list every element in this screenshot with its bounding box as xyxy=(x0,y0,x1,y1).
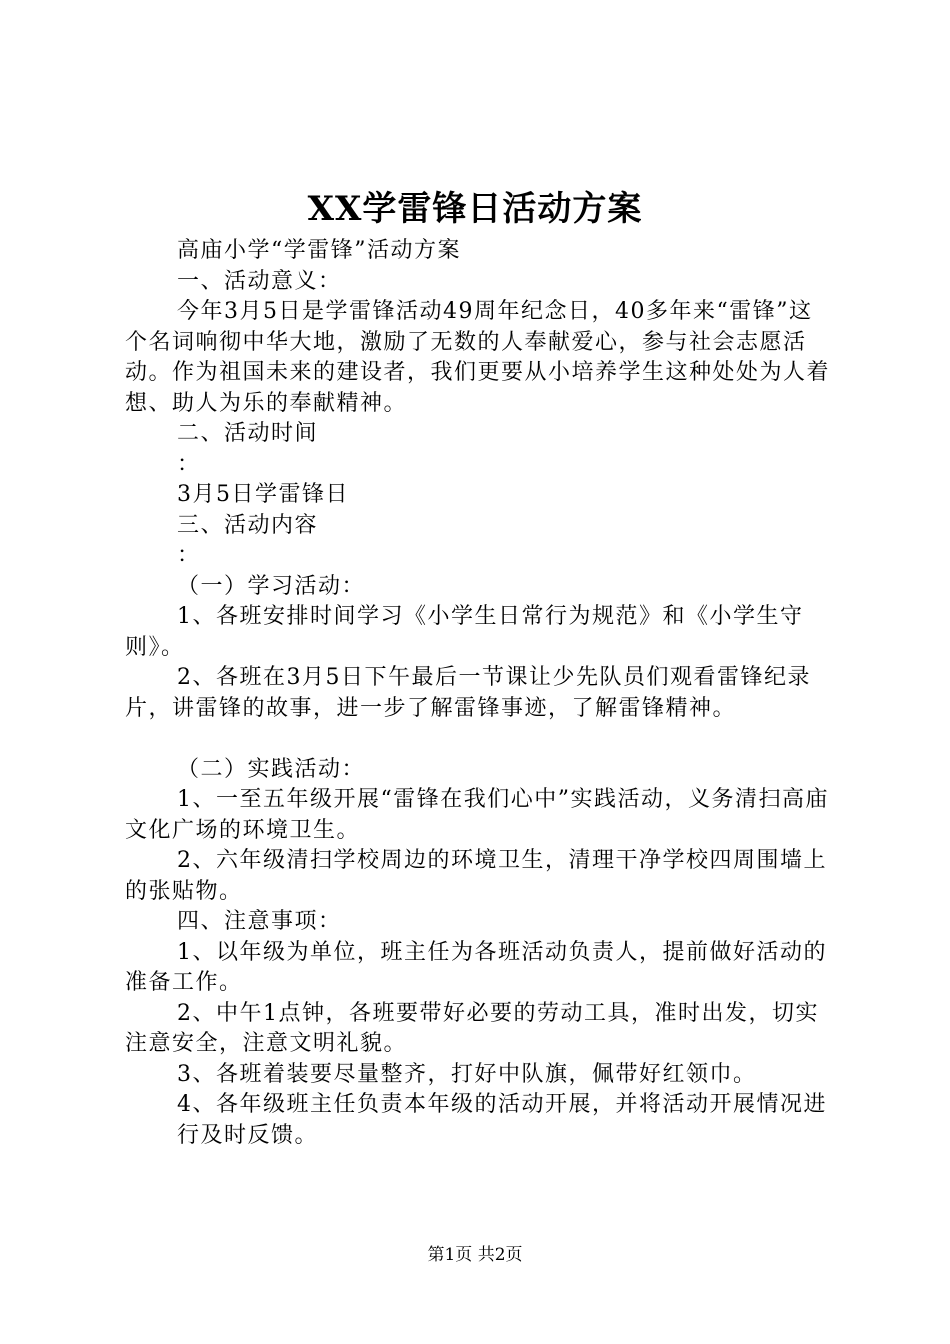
list-item: 1、以年级为单位，班主任为各班活动负责人，提前做好活动的准备工作。 xyxy=(125,939,827,995)
plan-subtitle: 高庙小学“学雷锋”活动方案 xyxy=(177,238,461,263)
list-item: 4、各年级班主任负责本年级的活动开展，并将活动开展情况进 xyxy=(177,1092,827,1117)
list-item: 2、六年级清扫学校周边的环境卫生，清理干净学校四周围墙上的张贴物。 xyxy=(125,848,827,904)
activity-date: 3月5日学雷锋日 xyxy=(177,482,349,507)
colon-line: ： xyxy=(177,451,201,477)
subsection-heading-practice: （二）实践活动： xyxy=(177,756,366,782)
page-footer: 第1页 共2页 xyxy=(427,1245,523,1265)
list-item: 1、各班安排时间学习《小学生日常行为规范》和《小学生守则》。 xyxy=(125,604,804,660)
section-heading-significance: 一、活动意义： xyxy=(177,268,342,294)
section-heading-notes: 四、注意事项： xyxy=(177,909,342,934)
list-item-continuation: 行及时反馈。 xyxy=(177,1122,319,1148)
section-heading-time: 二、活动时间 xyxy=(177,421,319,446)
list-item: 3、各班着装要尽量整齐，打好中队旗，佩带好红领巾。 xyxy=(177,1061,757,1087)
document-body xyxy=(125,236,835,1151)
subsection-heading-study: （一）学习活动： xyxy=(177,573,366,599)
section-heading-content: 三、活动内容 xyxy=(177,512,319,538)
list-item: 1、一至五年级开展“雷锋在我们心中”实践活动，义务清扫高庙文化广场的环境卫生。 xyxy=(125,787,829,843)
colon-line: ： xyxy=(177,543,201,568)
list-item: 2、各班在3月5日下午最后一节课让少先队员们观看雷锋纪录片，讲雷锋的故事，进一步了解雷锋事迹，了解雷锋精神。 xyxy=(125,665,811,721)
document-title: XX学雷锋日活动方案 xyxy=(307,189,643,229)
list-item: 2、中午1点钟，各班要带好必要的劳动工具，准时出发，切实注意安全，注意文明礼貌。 xyxy=(125,1000,819,1056)
blank-line xyxy=(125,724,835,755)
paragraph-significance: 今年3月5日是学雷锋活动49周年纪念日，40多年来“雷锋”这个名词响彻中华大地，激励了无数的人奉献爱心，参与社会志愿活动。作为祖国未来的建设者，我们更要从小培养学生这种处处为人着想、助人为乐的奉献精神。 xyxy=(125,299,831,416)
